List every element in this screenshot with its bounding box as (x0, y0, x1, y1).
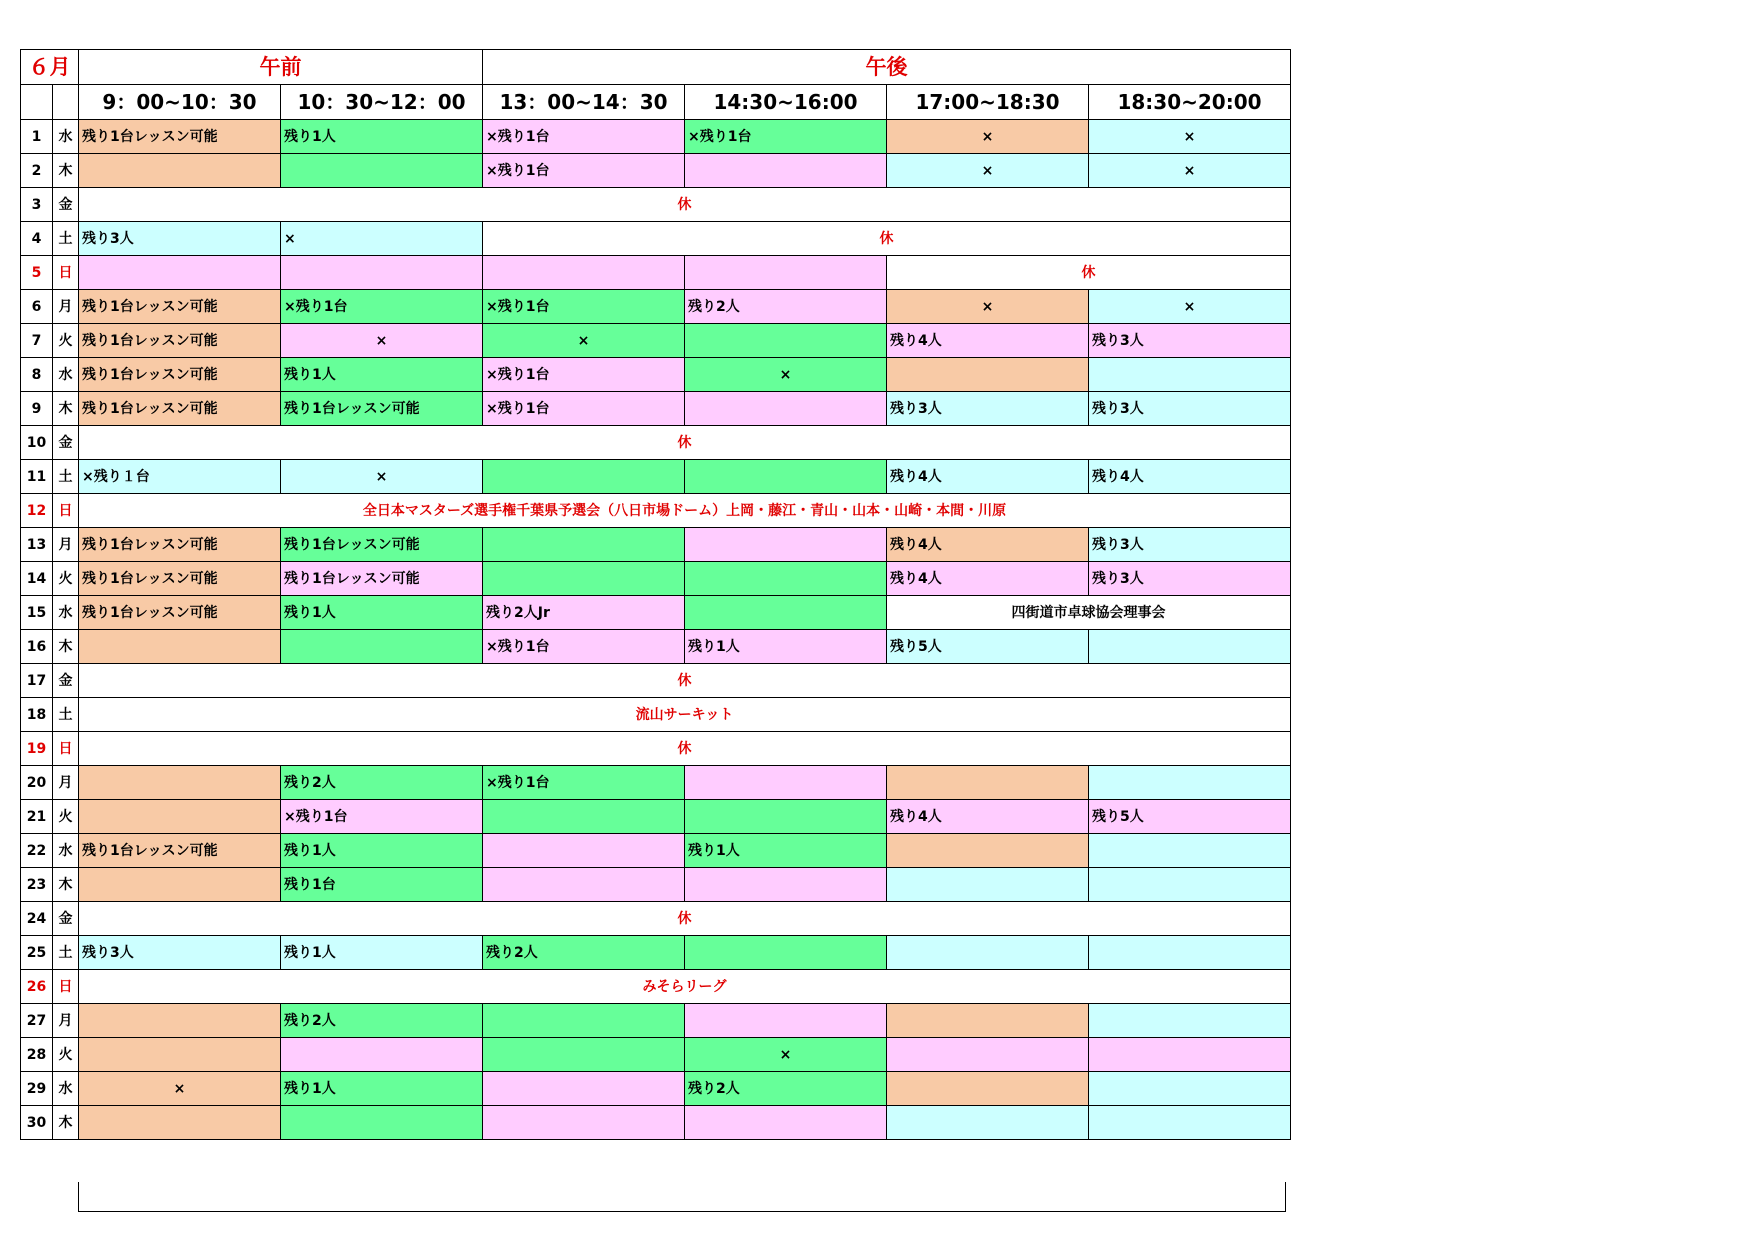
table-row (21, 528, 1291, 562)
slot-cell: 残り2人 (685, 290, 887, 324)
day-number: 22 (21, 834, 53, 868)
day-number: 11 (21, 460, 53, 494)
event-cell: 休 (79, 902, 1291, 936)
slot-cell (887, 936, 1089, 970)
header-blank-weekday (53, 85, 79, 120)
table-row (21, 868, 1291, 902)
table-row (21, 256, 1291, 290)
slot-header: 18:30~20:00 (1089, 85, 1291, 120)
slot-cell (281, 1106, 483, 1140)
slot-cell: 残り5人 (887, 630, 1089, 664)
table-row (21, 1038, 1291, 1072)
slot-cell: × (887, 120, 1089, 154)
weekday: 月 (53, 528, 79, 562)
slot-cell: 残り1台レッスン可能 (79, 324, 281, 358)
table-row (21, 970, 1291, 1004)
pm-label: 午後 (483, 50, 1291, 85)
slot-cell (1089, 1072, 1291, 1106)
slot-cell: 残り1台レッスン可能 (79, 392, 281, 426)
slot-cell: 残り1人 (281, 834, 483, 868)
slot-cell (79, 766, 281, 800)
weekday: 木 (53, 868, 79, 902)
slot-cell: ×残り1台 (281, 290, 483, 324)
weekday: 土 (53, 222, 79, 256)
slot-cell: 残り4人 (887, 460, 1089, 494)
table-row (21, 460, 1291, 494)
slot-cell: 残り1台レッスン可能 (281, 528, 483, 562)
slot-cell: × (685, 1038, 887, 1072)
weekday: 日 (53, 732, 79, 766)
day-number: 10 (21, 426, 53, 460)
day-number: 2 (21, 154, 53, 188)
slot-cell (685, 596, 887, 630)
day-number: 15 (21, 596, 53, 630)
slot-cell: × (483, 324, 685, 358)
table-row (21, 358, 1291, 392)
weekday: 水 (53, 1072, 79, 1106)
day-number: 7 (21, 324, 53, 358)
day-number: 18 (21, 698, 53, 732)
schedule-body (21, 50, 1291, 1140)
slot-cell: 残り1台レッスン可能 (79, 596, 281, 630)
slot-cell (79, 256, 281, 290)
table-row (21, 154, 1291, 188)
weekday: 水 (53, 596, 79, 630)
slot-cell (685, 324, 887, 358)
footer-blank-row (78, 1182, 1286, 1212)
slot-cell (483, 868, 685, 902)
slot-cell (685, 392, 887, 426)
slot-cell (685, 800, 887, 834)
slot-cell (887, 1072, 1089, 1106)
slot-cell: ×残り1台 (281, 800, 483, 834)
slot-cell: ×残り１台 (79, 460, 281, 494)
weekday: 土 (53, 698, 79, 732)
slot-cell (685, 562, 887, 596)
slot-cell: ×残り1台 (685, 120, 887, 154)
slot-cell (887, 358, 1089, 392)
event-cell: 全日本マスターズ選手権千葉県予選会（八日市場ドーム）上岡・藤江・青山・山本・山崎・本間・川原 (79, 494, 1291, 528)
slot-cell: × (281, 460, 483, 494)
slot-cell: × (281, 324, 483, 358)
slot-cell (483, 460, 685, 494)
slot-cell: 残り1人 (281, 358, 483, 392)
slot-cell (685, 936, 887, 970)
day-number: 17 (21, 664, 53, 698)
slot-cell (1089, 1038, 1291, 1072)
day-number: 12 (21, 494, 53, 528)
slot-cell (1089, 834, 1291, 868)
event-cell: 休 (483, 222, 1291, 256)
slot-cell (887, 834, 1089, 868)
table-row (21, 596, 1291, 630)
table-row (21, 664, 1291, 698)
slot-cell: 残り1台レッスン可能 (79, 528, 281, 562)
table-row (21, 1106, 1291, 1140)
event-cell: 休 (887, 256, 1291, 290)
table-row (21, 936, 1291, 970)
weekday: 木 (53, 392, 79, 426)
weekday: 月 (53, 1004, 79, 1038)
day-number: 4 (21, 222, 53, 256)
table-row (21, 630, 1291, 664)
slot-cell (1089, 630, 1291, 664)
slot-cell (685, 154, 887, 188)
day-number: 29 (21, 1072, 53, 1106)
day-number: 26 (21, 970, 53, 1004)
slot-cell: ×残り1台 (483, 358, 685, 392)
day-number: 24 (21, 902, 53, 936)
weekday: 月 (53, 290, 79, 324)
slot-header: 9：00~10：30 (79, 85, 281, 120)
slot-cell: 残り4人 (887, 528, 1089, 562)
slot-cell: 残り2人 (483, 936, 685, 970)
table-row (21, 834, 1291, 868)
slot-cell (483, 1106, 685, 1140)
table-row (21, 392, 1291, 426)
slot-cell: 残り1台レッスン可能 (79, 358, 281, 392)
slot-cell (887, 766, 1089, 800)
event-cell: 休 (79, 426, 1291, 460)
slot-cell (685, 1004, 887, 1038)
event-cell: みそらリーグ (79, 970, 1291, 1004)
event-cell: 休 (79, 664, 1291, 698)
weekday: 金 (53, 902, 79, 936)
slot-cell (79, 1004, 281, 1038)
slot-cell: 残り2人 (281, 1004, 483, 1038)
slot-cell: 残り1人 (685, 834, 887, 868)
day-number: 25 (21, 936, 53, 970)
slot-cell: 残り1人 (685, 630, 887, 664)
schedule-table (20, 49, 1291, 1140)
event-cell: 休 (79, 188, 1291, 222)
day-number: 5 (21, 256, 53, 290)
slot-cell (483, 1004, 685, 1038)
slot-cell: 残り2人 (685, 1072, 887, 1106)
month-label: ６月 (21, 50, 79, 85)
table-row (21, 800, 1291, 834)
table-row (21, 426, 1291, 460)
weekday: 木 (53, 154, 79, 188)
slot-cell: ×残り1台 (483, 766, 685, 800)
slot-cell (281, 154, 483, 188)
am-label: 午前 (79, 50, 483, 85)
slot-header: 10：30~12：00 (281, 85, 483, 120)
day-number: 13 (21, 528, 53, 562)
header-row-slots (21, 85, 1291, 120)
day-number: 3 (21, 188, 53, 222)
slot-cell (887, 1004, 1089, 1038)
slot-cell: ×残り1台 (483, 392, 685, 426)
slot-cell (685, 528, 887, 562)
weekday: 日 (53, 970, 79, 1004)
slot-cell: 残り3人 (1089, 392, 1291, 426)
slot-cell: 残り1台レッスン可能 (79, 120, 281, 154)
weekday: 日 (53, 256, 79, 290)
day-number: 14 (21, 562, 53, 596)
slot-cell (1089, 868, 1291, 902)
weekday: 水 (53, 834, 79, 868)
slot-header: 13：00~14：30 (483, 85, 685, 120)
day-number: 6 (21, 290, 53, 324)
slot-cell: × (281, 222, 483, 256)
event-cell: 流山サーキット (79, 698, 1291, 732)
slot-cell (887, 1038, 1089, 1072)
slot-cell: 残り3人 (887, 392, 1089, 426)
day-number: 9 (21, 392, 53, 426)
slot-cell (483, 834, 685, 868)
weekday: 火 (53, 562, 79, 596)
table-row (21, 1004, 1291, 1038)
day-number: 8 (21, 358, 53, 392)
slot-cell (1089, 936, 1291, 970)
table-row (21, 766, 1291, 800)
table-row (21, 902, 1291, 936)
slot-cell: 残り4人 (887, 800, 1089, 834)
slot-cell (483, 528, 685, 562)
slot-cell: 残り1台レッスン可能 (281, 392, 483, 426)
table-row (21, 324, 1291, 358)
slot-cell: × (1089, 154, 1291, 188)
weekday: 火 (53, 1038, 79, 1072)
slot-cell (79, 1106, 281, 1140)
table-row (21, 290, 1291, 324)
slot-cell (685, 460, 887, 494)
weekday: 月 (53, 766, 79, 800)
weekday: 水 (53, 120, 79, 154)
slot-cell (79, 868, 281, 902)
slot-cell: 残り1人 (281, 596, 483, 630)
slot-cell: 残り5人 (1089, 800, 1291, 834)
day-number: 28 (21, 1038, 53, 1072)
slot-cell: 残り1人 (281, 120, 483, 154)
slot-cell: × (887, 154, 1089, 188)
weekday: 木 (53, 1106, 79, 1140)
slot-cell (281, 630, 483, 664)
weekday: 金 (53, 664, 79, 698)
table-row (21, 698, 1291, 732)
day-number: 27 (21, 1004, 53, 1038)
slot-cell: 残り1台レッスン可能 (79, 562, 281, 596)
header-blank-day (21, 85, 53, 120)
day-number: 20 (21, 766, 53, 800)
slot-header: 17:00~18:30 (887, 85, 1089, 120)
slot-cell: 残り3人 (1089, 528, 1291, 562)
slot-cell (887, 1106, 1089, 1140)
slot-cell: 残り1台 (281, 868, 483, 902)
weekday: 木 (53, 630, 79, 664)
day-number: 23 (21, 868, 53, 902)
table-row (21, 188, 1291, 222)
slot-cell: × (887, 290, 1089, 324)
weekday: 金 (53, 426, 79, 460)
slot-cell: ×残り1台 (483, 154, 685, 188)
table-row (21, 494, 1291, 528)
slot-cell (685, 766, 887, 800)
table-row (21, 120, 1291, 154)
slot-cell (1089, 1106, 1291, 1140)
slot-cell: 残り4人 (887, 324, 1089, 358)
table-row (21, 562, 1291, 596)
slot-cell: × (685, 358, 887, 392)
slot-cell (1089, 766, 1291, 800)
slot-cell: 残り1台レッスン可能 (281, 562, 483, 596)
day-number: 30 (21, 1106, 53, 1140)
slot-cell (79, 1038, 281, 1072)
slot-cell: ×残り1台 (483, 120, 685, 154)
slot-cell: 残り3人 (1089, 562, 1291, 596)
slot-cell: ×残り1台 (483, 290, 685, 324)
weekday: 金 (53, 188, 79, 222)
slot-cell: 残り1人 (281, 936, 483, 970)
slot-cell: 残り3人 (79, 936, 281, 970)
slot-cell (483, 800, 685, 834)
slot-cell (483, 256, 685, 290)
slot-cell: ×残り1台 (483, 630, 685, 664)
day-number: 21 (21, 800, 53, 834)
slot-cell: × (79, 1072, 281, 1106)
weekday: 日 (53, 494, 79, 528)
slot-cell: 残り2人Jr (483, 596, 685, 630)
event-cell: 四街道市卓球協会理事会 (887, 596, 1291, 630)
event-cell: 休 (79, 732, 1291, 766)
slot-cell (79, 800, 281, 834)
slot-cell: × (1089, 290, 1291, 324)
slot-cell (483, 562, 685, 596)
slot-cell (483, 1072, 685, 1106)
table-row (21, 1072, 1291, 1106)
slot-cell: 残り1台レッスン可能 (79, 834, 281, 868)
weekday: 火 (53, 324, 79, 358)
header-row-period (21, 50, 1291, 85)
day-number: 1 (21, 120, 53, 154)
slot-header: 14:30~16:00 (685, 85, 887, 120)
slot-cell (685, 256, 887, 290)
day-number: 19 (21, 732, 53, 766)
day-number: 16 (21, 630, 53, 664)
table-row (21, 222, 1291, 256)
slot-cell: × (1089, 120, 1291, 154)
weekday: 火 (53, 800, 79, 834)
slot-cell (79, 154, 281, 188)
slot-cell (281, 1038, 483, 1072)
slot-cell: 残り3人 (79, 222, 281, 256)
slot-cell (685, 1106, 887, 1140)
slot-cell (1089, 358, 1291, 392)
weekday: 土 (53, 460, 79, 494)
weekday: 水 (53, 358, 79, 392)
table-row (21, 732, 1291, 766)
slot-cell: 残り3人 (1089, 324, 1291, 358)
slot-cell (483, 1038, 685, 1072)
slot-cell (685, 868, 887, 902)
slot-cell (1089, 1004, 1291, 1038)
weekday: 土 (53, 936, 79, 970)
slot-cell: 残り2人 (281, 766, 483, 800)
slot-cell (79, 630, 281, 664)
slot-cell: 残り4人 (887, 562, 1089, 596)
slot-cell: 残り4人 (1089, 460, 1291, 494)
slot-cell (281, 256, 483, 290)
slot-cell: 残り1人 (281, 1072, 483, 1106)
slot-cell: 残り1台レッスン可能 (79, 290, 281, 324)
slot-cell (887, 868, 1089, 902)
